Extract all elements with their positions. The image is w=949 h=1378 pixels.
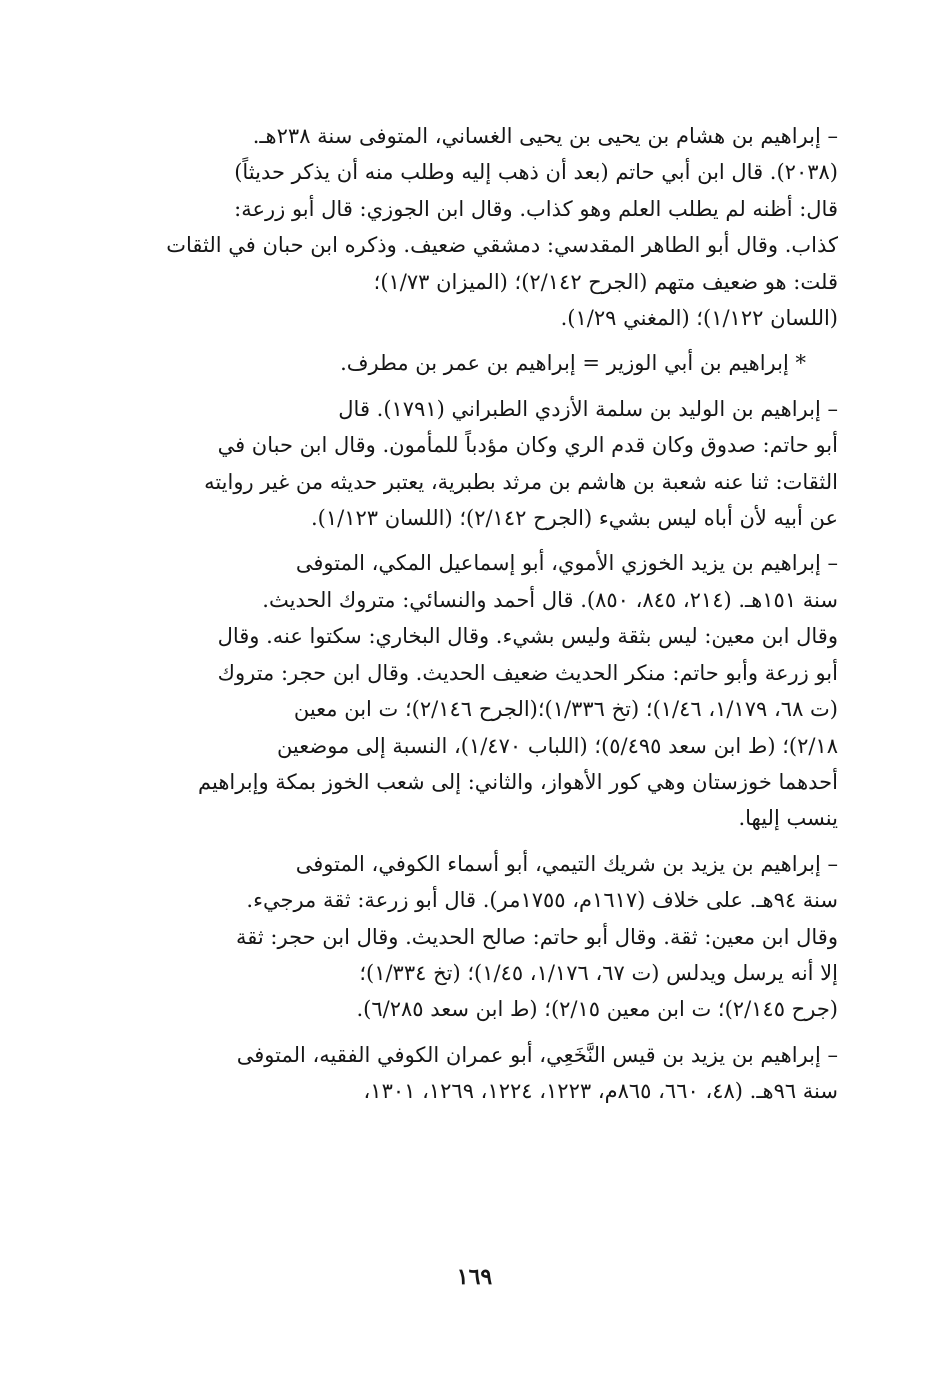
- entry-ibrahim-ibn-hisham: [132, 118, 838, 336]
- text-line: قال: أظنه لم يطلب العلم وهو كذاب. وقال ابن الجوزي: قال أبو زرعة:: [234, 196, 838, 221]
- text-line: ٢/١٨)؛ (ط ابن سعد ٥/٤٩٥)؛ (اللباب ١/٤٧٠)، النسبة إلى موضعين: [276, 733, 838, 758]
- text-line: أبو حاتم: صدوق وكان قدم الري وكان مؤدباً للمأمون. وقال ابن حبان في: [217, 433, 838, 458]
- text-line: ينسب إليها.: [738, 806, 838, 831]
- text-line: (جرح ٢/١٤٥)؛ ت ابن معين ٢/١٥)؛ (ط ابن سعد ٦/٢٨٥).: [356, 997, 838, 1022]
- entry-ibrahim-ibn-yazid-an-nakhai: [132, 1037, 838, 1110]
- text-line: (اللسان ١/١٢٢)؛ (المغني ١/٢٩).: [560, 306, 838, 331]
- text-line: – إبراهيم بن يزيد بن شريك التيمي، أبو أسماء الكوفي، المتوفى: [295, 851, 838, 876]
- text-line: – إبراهيم بن الوليد بن سلمة الأزدي الطبراني (١٧٩١). قال: [338, 396, 838, 421]
- text-line: أحدهما خوزستان وهي كور الأهواز، والثاني: إلى شعب الخوز بمكة وإبراهيم: [198, 769, 838, 794]
- page-body: [132, 118, 838, 1119]
- text-line: وقال ابن معين: ليس بثقة وليس بشيء. وقال البخاري: سكتوا عنه. وقال: [217, 624, 838, 649]
- text-line: وقال ابن معين: ثقة. وقال أبو حاتم: صالح الحديث. وقال ابن حجر: ثقة: [236, 924, 838, 949]
- text-line: سنة ٩٤هـ. على خلاف (١٦١٧م، ١٧٥٥مر). قال أبو زرعة: ثقة مرجيء.: [246, 888, 838, 913]
- text-line: أبو زرعة وأبو حاتم: منكر الحديث ضعيف الحديث. وقال ابن حجر: متروك: [217, 660, 838, 685]
- entry-cross-reference: [132, 345, 838, 381]
- text-line: (ت ٦٨، ١/١٧٩، ١/٤٦)؛ (تخ ١/٣٣٦)؛(الجرح ٢/١٤٦)؛ ت ابن معين: [293, 697, 838, 722]
- text-line: – إبراهيم بن يزيد الخوزي الأموي، أبو إسماعيل المكي، المتوفى: [295, 551, 838, 576]
- entry-ibrahim-ibn-yazid-al-khuzi: [132, 545, 838, 836]
- text-line: الثقات: ثنا عنه شعبة بن هاشم بن مرثد بطبرية، يعتبر حديثه من غير روايته: [204, 469, 838, 494]
- text-line: – إبراهيم بن هشام بن يحيى بن يحيى الغساني، المتوفى سنة ٢٣٨هـ.: [252, 124, 838, 148]
- text-line: سنة ٩٦هـ. (٤٨، ٦٦٠، ٨٦٥م، ١٢٢٣، ١٢٢٤، ١٢٦٩، ١٣٠١،: [363, 1079, 838, 1104]
- text-line: (٢٠٣٨). قال ابن أبي حاتم (بعد أن ذهب إليه وطلب منه أن يذكر حديثاً): [234, 160, 838, 185]
- text-line: عن أبيه لأن أباه ليس بشيء (الجرح ٢/١٤٢)؛ (اللسان ١/١٢٣).: [310, 506, 838, 531]
- text-line: سنة ١٥١هـ. (٢١٤، ٨٤٥، ٨٥٠). قال أحمد والنسائي: متروك الحديث.: [262, 587, 838, 612]
- text-line: قلت: هو ضعيف متهم (الجرح ٢/١٤٢)؛ (الميزان ١/٧٣)؛: [373, 269, 838, 294]
- entry-ibrahim-ibn-yazid-at-taymi: [132, 846, 838, 1028]
- text-line: * إبراهيم بن أبي الوزير = إبراهيم بن عمر بن مطرف.: [340, 351, 806, 376]
- page-number: ١٦٩: [456, 1264, 493, 1290]
- text-line: إلا أنه يرسل ويدلس (ت ٦٧، ١/١٧٦، ١/٤٥)؛ (تخ ١/٣٣٤)؛: [359, 960, 838, 985]
- text-line: كذاب. وقال أبو الطاهر المقدسي: دمشقي ضعيف. وذكره ابن حبان في الثقات: [166, 233, 838, 258]
- entry-ibrahim-ibn-al-walid: [132, 391, 838, 537]
- text-line: – إبراهيم بن يزيد بن قيس النَّخَعِي، أبو عمران الكوفي الفقيه، المتوفى: [236, 1042, 838, 1067]
